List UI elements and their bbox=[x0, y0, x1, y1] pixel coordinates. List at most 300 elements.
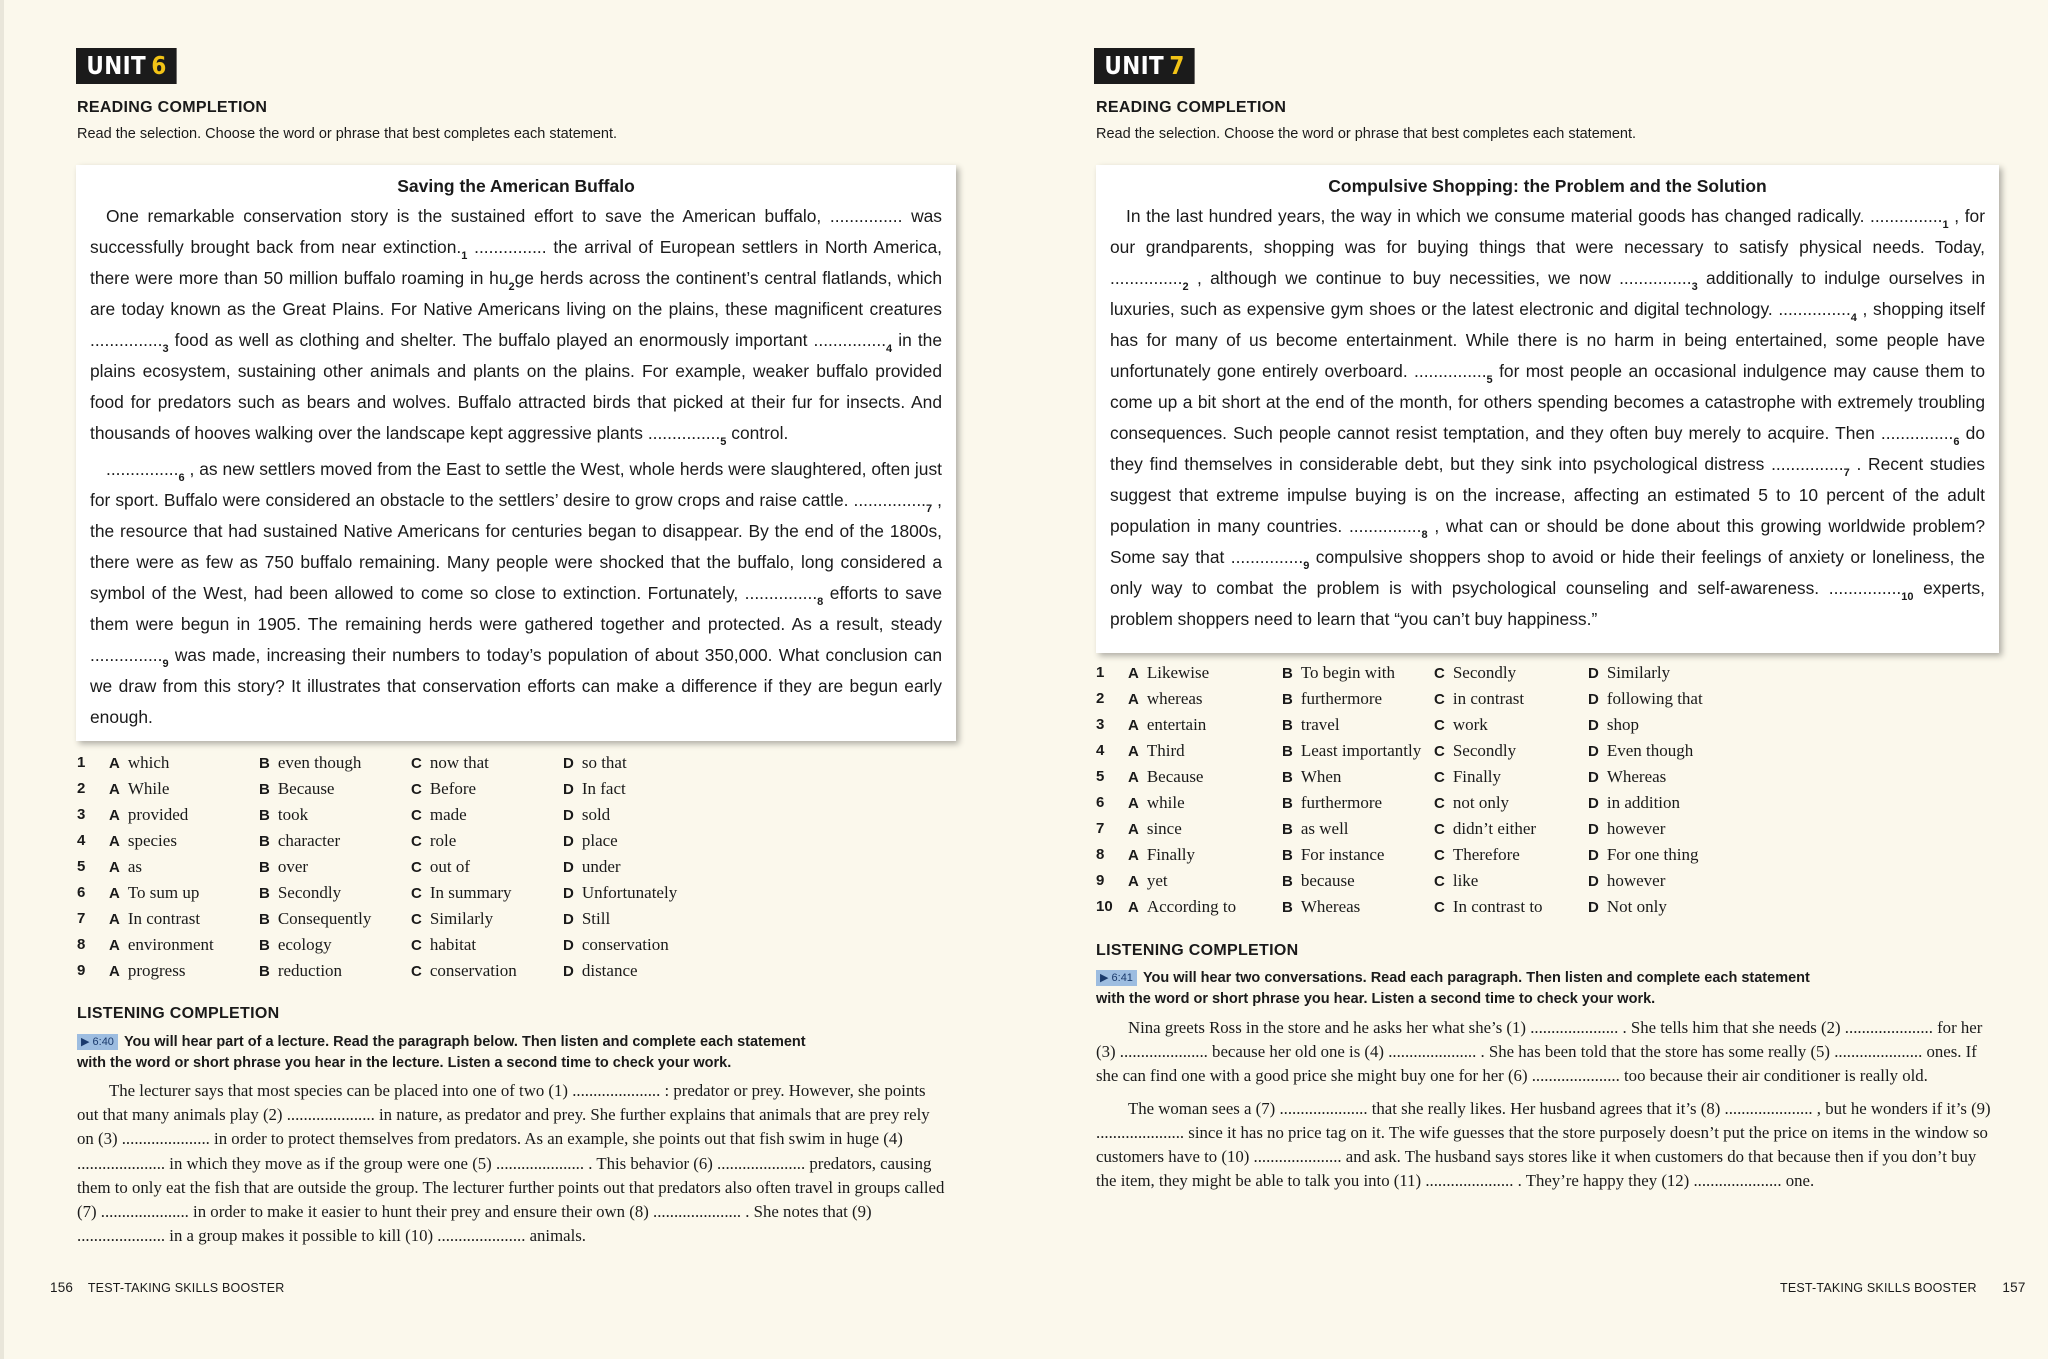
blank-number: 1 bbox=[461, 250, 468, 262]
option-c[interactable] bbox=[1434, 842, 1520, 869]
option-letter: D bbox=[1588, 665, 1599, 682]
option-letter: C bbox=[1434, 847, 1445, 864]
option-text: Unfortunately bbox=[581, 883, 678, 902]
passage-text: experts, problem shoppers need to learn that “you can’t buy happiness.” bbox=[1110, 578, 1985, 629]
option-letter: B bbox=[259, 781, 270, 798]
option-letter: A bbox=[109, 755, 120, 772]
option-d[interactable] bbox=[563, 802, 610, 829]
option-a[interactable] bbox=[1128, 660, 1209, 687]
question-number: 3 bbox=[77, 806, 86, 823]
passage-text: food as well as clothing and shelter. The buffalo played an enormously important ............... bbox=[168, 330, 887, 350]
blank-number: 3 bbox=[1691, 281, 1698, 293]
option-text: reduction bbox=[277, 961, 343, 980]
option-letter: C bbox=[411, 833, 422, 850]
option-row bbox=[77, 776, 717, 802]
option-row bbox=[1096, 790, 1736, 816]
option-letter: A bbox=[109, 937, 120, 954]
blank-number: 6 bbox=[1953, 436, 1960, 448]
option-letter: C bbox=[411, 911, 422, 928]
option-text: over bbox=[277, 857, 309, 876]
option-d[interactable] bbox=[1588, 712, 1639, 739]
passage-text: in the plains ecosystem, sustaining other animals and plants on the plains. For example, weaker buffalo provided food for predators such as bears and wolves. Buffalo attracted birds that picked at their fur for insects. And thousands of hooves walking over the landscape kept aggressive plants ............... bbox=[90, 330, 943, 443]
option-c[interactable] bbox=[1434, 738, 1516, 765]
option-letter: A bbox=[1128, 873, 1139, 890]
passage-text: , shopping itself has for many of us become entertainment. While there is no harm in being entertained, some people have unfortunately gone entirely overboard. ............... bbox=[1110, 299, 1985, 381]
option-c[interactable] bbox=[411, 828, 456, 855]
option-c[interactable] bbox=[1434, 816, 1536, 843]
option-b[interactable] bbox=[259, 906, 371, 933]
option-letter: A bbox=[109, 807, 120, 824]
page-number: 157 bbox=[2002, 1280, 2026, 1295]
option-text: work bbox=[1452, 715, 1488, 734]
option-d[interactable] bbox=[563, 854, 621, 881]
option-text: While bbox=[127, 779, 170, 798]
option-letter: C bbox=[1434, 769, 1445, 786]
option-c[interactable] bbox=[1434, 764, 1501, 791]
option-text: yet bbox=[1146, 871, 1168, 890]
option-text: took bbox=[277, 805, 309, 824]
passage-text: ge herds across the continent’s central flatlands, which are today known as the Great Plains. For Native Americans living on the plains, these magnificent creatures ............... bbox=[90, 268, 943, 350]
option-text: while bbox=[1146, 793, 1185, 812]
option-text: conservation bbox=[429, 961, 517, 980]
passage-text: One remarkable conservation story is the sustained effort to save the American buffalo, ............... was successfully brought back from near extinction. bbox=[90, 206, 942, 257]
option-letter: D bbox=[1588, 691, 1599, 708]
option-c[interactable] bbox=[1434, 894, 1543, 921]
option-letter: A bbox=[109, 885, 120, 902]
option-d[interactable] bbox=[563, 958, 638, 985]
option-c[interactable] bbox=[1434, 868, 1478, 895]
option-letter: B bbox=[259, 807, 270, 824]
option-letter: D bbox=[1588, 743, 1599, 760]
option-text: Before bbox=[429, 779, 477, 798]
option-d[interactable] bbox=[1588, 816, 1665, 843]
option-letter: C bbox=[411, 807, 422, 824]
option-a[interactable] bbox=[1128, 790, 1185, 817]
option-letter: C bbox=[1434, 873, 1445, 890]
option-letter: B bbox=[1282, 847, 1293, 864]
option-b[interactable] bbox=[1282, 660, 1395, 687]
option-letter: B bbox=[1282, 665, 1293, 682]
option-text: To sum up bbox=[127, 883, 200, 902]
option-text: even though bbox=[277, 753, 362, 772]
option-letter: C bbox=[1434, 691, 1445, 708]
option-row bbox=[1096, 816, 1736, 842]
audio-track-button[interactable]: ▶ 6:41 bbox=[1096, 970, 1137, 986]
option-text: Similarly bbox=[1606, 663, 1671, 682]
option-letter: B bbox=[1282, 717, 1293, 734]
answer-options bbox=[77, 750, 717, 984]
option-b[interactable] bbox=[259, 802, 308, 829]
question-number: 6 bbox=[1096, 794, 1105, 811]
option-letter: D bbox=[563, 937, 574, 954]
option-row bbox=[1096, 738, 1736, 764]
passage-text: do they find themselves in considerable debt, but they sink into psychological distress ............... bbox=[1110, 423, 1985, 474]
question-number: 2 bbox=[1096, 690, 1105, 707]
passage-card bbox=[76, 165, 956, 741]
option-a[interactable] bbox=[109, 776, 169, 803]
option-letter: D bbox=[1588, 899, 1599, 916]
option-a[interactable] bbox=[109, 932, 214, 959]
passage-text: , the resource that had sustained Native Americans for centuries began to disappear. By the end of the 1800s, there were as few as 750 buffalo remaining. Many people were shocked that the buffalo, long considered a symbol of the West, had been allowed to come so close to extinction. Fortunately, ............... bbox=[90, 490, 942, 603]
option-letter: C bbox=[411, 755, 422, 772]
option-text: out of bbox=[429, 857, 470, 876]
option-letter: D bbox=[563, 833, 574, 850]
option-row bbox=[77, 854, 717, 880]
option-c[interactable] bbox=[411, 906, 493, 933]
passage-text: additionally to indulge ourselves in luxuries, such as expensive gym shoes or the latest electronic and digital technology. ............... bbox=[1110, 268, 1985, 319]
option-text: In contrast to bbox=[1452, 897, 1543, 916]
option-letter: C bbox=[1434, 743, 1445, 760]
option-b[interactable] bbox=[259, 854, 308, 881]
reading-instructions: Read the selection. Choose the word or phrase that best completes each statement. bbox=[1096, 126, 1637, 142]
option-text: Secondly bbox=[1452, 663, 1517, 682]
option-text: To begin with bbox=[1300, 663, 1396, 682]
unit-number: 6 bbox=[151, 51, 167, 80]
option-letter: A bbox=[1128, 769, 1139, 786]
option-c[interactable] bbox=[411, 958, 517, 985]
question-number: 1 bbox=[77, 754, 86, 771]
option-text: Because bbox=[1146, 767, 1204, 786]
option-letter: D bbox=[1588, 821, 1599, 838]
option-c[interactable] bbox=[411, 880, 512, 907]
page-footer bbox=[50, 1280, 285, 1295]
listening-paragraph: The lecturer says that most species can be placed into one of two (1) ..................... : predator or prey. However, she points out that many animals play (2) ..................... in nature, as predator and prey. She further explains that animals that are prey rely on (3) ..................... in order to protect themselves from predators. As an example, she points out that fish swim in huge (4) ..................... in which they move as if the group were one (5) ..................... . This behavior (6) ..................... predators, causing them to only eat the fish that are outside the group. The lecturer further points out that predators also often travel in groups called (7) ..................... in order to make it easier to hunt their prey and ensure their own (8) ..................... . She notes that (9) ..................... in a group makes it possible to kill (10) ..................... animals. bbox=[77, 1081, 945, 1246]
option-text: however bbox=[1606, 819, 1666, 838]
passage-text: , as new settlers moved from the East to settle the West, whole herds were slaughtered, often just for sport. Buffalo were considered an obstacle to the settlers’ desire to grow crops and raise cattle. ............... bbox=[90, 459, 942, 510]
option-a[interactable] bbox=[109, 906, 200, 933]
passage-title: Saving the American Buffalo bbox=[397, 176, 635, 196]
option-c[interactable] bbox=[1434, 660, 1516, 687]
option-text: Not only bbox=[1606, 897, 1667, 916]
option-text: In contrast bbox=[127, 909, 201, 928]
blank-number: 7 bbox=[1843, 467, 1850, 479]
option-d[interactable] bbox=[1588, 842, 1698, 869]
instructions-line-2: with the word or short phrase you hear. Listen a second time to check your work. bbox=[1096, 991, 1656, 1007]
question-number: 4 bbox=[1096, 742, 1105, 759]
option-letter: C bbox=[411, 937, 422, 954]
option-b[interactable] bbox=[1282, 868, 1355, 895]
option-a[interactable] bbox=[1128, 842, 1195, 869]
option-b[interactable] bbox=[1282, 712, 1340, 739]
option-letter: D bbox=[563, 885, 574, 902]
option-letter: C bbox=[411, 963, 422, 980]
option-text: which bbox=[127, 753, 170, 772]
blank-number: 4 bbox=[1850, 312, 1857, 324]
option-text: made bbox=[429, 805, 467, 824]
option-b[interactable] bbox=[259, 932, 332, 959]
option-text: In summary bbox=[429, 883, 512, 902]
option-d[interactable] bbox=[563, 880, 677, 907]
option-a[interactable] bbox=[109, 828, 177, 855]
option-letter: C bbox=[1434, 821, 1445, 838]
option-row bbox=[77, 958, 717, 984]
option-letter: B bbox=[259, 755, 270, 772]
option-text: however bbox=[1606, 871, 1666, 890]
option-d[interactable] bbox=[563, 750, 627, 777]
passage-text: for most people an occasional indulgence may cause them to come up a bit short at the end of the month, for others spending becomes a catastrophe with extremely troubling consequences. Such people cannot resist temptation, and they often buy merely to acquire. Then ............... bbox=[1110, 361, 1985, 443]
option-c[interactable] bbox=[411, 776, 476, 803]
passage-text: , although we continue to buy necessities, we now ............... bbox=[1188, 268, 1692, 288]
option-letter: B bbox=[1282, 743, 1293, 760]
option-row bbox=[1096, 660, 1736, 686]
option-letter: A bbox=[109, 859, 120, 876]
option-text: conservation bbox=[581, 935, 669, 954]
option-b[interactable] bbox=[259, 880, 341, 907]
option-text: Therefore bbox=[1452, 845, 1520, 864]
option-d[interactable] bbox=[563, 932, 669, 959]
option-letter: A bbox=[1128, 847, 1139, 864]
option-b[interactable] bbox=[1282, 894, 1360, 921]
passage-paragraph bbox=[90, 454, 942, 733]
option-letter: A bbox=[109, 911, 120, 928]
option-letter: C bbox=[411, 885, 422, 902]
blank-number: 8 bbox=[817, 596, 824, 608]
option-a[interactable] bbox=[1128, 868, 1168, 895]
audio-track-button[interactable]: ▶ 6:40 bbox=[77, 1034, 118, 1050]
option-text: When bbox=[1300, 767, 1342, 786]
blank-number: 1 bbox=[1942, 219, 1949, 231]
passage-text: . Recent studies suggest that extreme impulse buying is on the increase, affecting an estimated 5 to 10 percent of the adult population in many countries. ............... bbox=[1110, 454, 1986, 536]
option-d[interactable] bbox=[563, 776, 626, 803]
option-a[interactable] bbox=[1128, 686, 1203, 713]
option-letter: B bbox=[1282, 769, 1293, 786]
option-a[interactable] bbox=[1128, 738, 1185, 765]
option-b[interactable] bbox=[1282, 790, 1382, 817]
option-d[interactable] bbox=[1588, 894, 1667, 921]
option-c[interactable] bbox=[411, 750, 489, 777]
reading-completion-title: READING COMPLETION bbox=[77, 99, 268, 116]
option-text: furthermore bbox=[1300, 689, 1383, 708]
unit-badge bbox=[1094, 48, 1195, 84]
question-number: 2 bbox=[77, 780, 86, 797]
option-b[interactable] bbox=[1282, 842, 1384, 869]
option-b[interactable] bbox=[259, 750, 361, 777]
option-letter: A bbox=[109, 963, 120, 980]
option-text: Finally bbox=[1452, 767, 1502, 786]
option-letter: A bbox=[1128, 795, 1139, 812]
option-letter: C bbox=[1434, 665, 1445, 682]
blank-number: 2 bbox=[1182, 281, 1189, 293]
passage-text: , what can or should be done about this growing worldwide problem? Some say that ............... bbox=[1110, 516, 1985, 567]
option-letter: A bbox=[1128, 821, 1139, 838]
option-text: place bbox=[581, 831, 618, 850]
option-letter: B bbox=[1282, 899, 1293, 916]
listening-paragraphs bbox=[77, 1079, 949, 1248]
option-text: as well bbox=[1300, 819, 1349, 838]
option-letter: A bbox=[1128, 899, 1139, 916]
option-text: environment bbox=[127, 935, 214, 954]
option-d[interactable] bbox=[1588, 790, 1680, 817]
option-text: following that bbox=[1606, 689, 1703, 708]
option-text: For one thing bbox=[1606, 845, 1699, 864]
option-text: whereas bbox=[1146, 689, 1203, 708]
option-c[interactable] bbox=[411, 802, 467, 829]
option-text: Third bbox=[1146, 741, 1185, 760]
question-number: 8 bbox=[1096, 846, 1105, 863]
listening-paragraph: The woman sees a (7) ..................... that she really likes. Her husband agrees that it’s (8) ..................... , but he wonders if it’s (9) ..................... since it has no price tag on it. The wife guesses that the store purposely doesn’t put the price on items in the window so customers have to (10) ..................... and ask. The husband says stores like it when customers do that because then if you don’t buy the item, they might be able to talk you into (11) ..................... . They’re happy they (12) ..................... one. bbox=[1096, 1098, 1991, 1191]
blank-number: 6 bbox=[178, 472, 185, 484]
option-b[interactable] bbox=[1282, 764, 1341, 791]
listening-paragraphs bbox=[1096, 1016, 1996, 1193]
blank-number: 10 bbox=[1901, 591, 1914, 603]
blank-number: 7 bbox=[925, 503, 933, 515]
option-letter: A bbox=[109, 781, 120, 798]
option-a[interactable] bbox=[1128, 816, 1182, 843]
option-c[interactable] bbox=[1434, 712, 1488, 739]
option-letter: B bbox=[1282, 873, 1293, 890]
option-letter: D bbox=[1588, 769, 1599, 786]
option-c[interactable] bbox=[411, 854, 470, 881]
option-text: furthermore bbox=[1300, 793, 1383, 812]
option-b[interactable] bbox=[259, 776, 334, 803]
option-letter: C bbox=[411, 859, 422, 876]
option-text: Secondly bbox=[1452, 741, 1517, 760]
option-b[interactable] bbox=[1282, 686, 1382, 713]
option-text: For instance bbox=[1300, 845, 1385, 864]
option-letter: D bbox=[563, 911, 574, 928]
option-text: ecology bbox=[277, 935, 332, 954]
option-a[interactable] bbox=[1128, 764, 1203, 791]
reading-instructions: Read the selection. Choose the word or phrase that best completes each statement. bbox=[77, 126, 618, 142]
option-letter: D bbox=[1588, 873, 1599, 890]
option-a[interactable] bbox=[109, 958, 185, 985]
listening-paragraph: Nina greets Ross in the store and he asks her what she’s (1) ..................... . She tells him that she needs (2) ..................... for her (3) ..................... because her old one is (4) ..................... . She has been told that the store has some really (5) ..................... ones. If she can find one with a good price she might buy one for her (6) ..................... too because their air conditioner is really old. bbox=[1096, 1018, 1983, 1086]
passage-text: , for our grandparents, shopping was for buying things that were necessary to satisfy physical needs. Today, ............... bbox=[1110, 206, 1985, 288]
option-text: Whereas bbox=[1300, 897, 1361, 916]
option-letter: C bbox=[1434, 899, 1445, 916]
page-number: 156 bbox=[50, 1280, 74, 1295]
option-b[interactable] bbox=[1282, 738, 1421, 765]
option-b[interactable] bbox=[1282, 816, 1349, 843]
question-number: 3 bbox=[1096, 716, 1105, 733]
option-letter: B bbox=[259, 859, 270, 876]
question-number: 10 bbox=[1096, 898, 1113, 915]
option-text: didn’t either bbox=[1452, 819, 1537, 838]
option-letter: D bbox=[563, 963, 574, 980]
option-a[interactable] bbox=[109, 802, 188, 829]
option-a[interactable] bbox=[109, 880, 199, 907]
option-text: distance bbox=[581, 961, 638, 980]
question-number: 7 bbox=[77, 910, 86, 927]
option-text: Likewise bbox=[1146, 663, 1210, 682]
unit-number: 7 bbox=[1169, 51, 1185, 80]
option-c[interactable] bbox=[1434, 686, 1524, 713]
blank-number: 9 bbox=[1303, 560, 1310, 572]
option-letter: A bbox=[109, 833, 120, 850]
option-letter: B bbox=[259, 937, 270, 954]
option-text: character bbox=[277, 831, 341, 850]
option-d[interactable] bbox=[1588, 764, 1666, 791]
option-d[interactable] bbox=[1588, 686, 1703, 713]
option-a[interactable] bbox=[109, 854, 142, 881]
question-number: 8 bbox=[77, 936, 86, 953]
option-letter: A bbox=[1128, 691, 1139, 708]
option-d[interactable] bbox=[1588, 868, 1665, 895]
option-text: in contrast bbox=[1452, 689, 1525, 708]
option-letter: B bbox=[1282, 691, 1293, 708]
unit-badge bbox=[76, 48, 177, 84]
option-row bbox=[77, 828, 717, 854]
option-text: because bbox=[1300, 871, 1355, 890]
footer-title: TEST-TAKING SKILLS BOOSTER bbox=[87, 1281, 285, 1295]
option-text: entertain bbox=[1146, 715, 1207, 734]
passage-text: control. bbox=[726, 423, 789, 443]
option-text: species bbox=[127, 831, 177, 850]
option-d[interactable] bbox=[563, 828, 618, 855]
option-b[interactable] bbox=[259, 958, 342, 985]
option-row bbox=[1096, 894, 1736, 920]
option-text: since bbox=[1146, 819, 1182, 838]
option-c[interactable] bbox=[411, 932, 476, 959]
option-c[interactable] bbox=[1434, 790, 1509, 817]
option-row bbox=[77, 880, 717, 906]
question-number: 7 bbox=[1096, 820, 1105, 837]
option-text: as bbox=[127, 857, 143, 876]
option-letter: D bbox=[563, 807, 574, 824]
option-text: now that bbox=[429, 753, 489, 772]
instructions-line-1: You will hear part of a lecture. Read the paragraph below. Then listen and complete each statement bbox=[123, 1034, 806, 1050]
question-number: 9 bbox=[77, 962, 86, 979]
blank-number: 8 bbox=[1421, 529, 1428, 541]
option-text: progress bbox=[127, 961, 186, 980]
option-text: Whereas bbox=[1606, 767, 1667, 786]
option-letter: D bbox=[1588, 795, 1599, 812]
option-text: not only bbox=[1452, 793, 1510, 812]
option-letter: D bbox=[563, 755, 574, 772]
question-number: 9 bbox=[1096, 872, 1105, 889]
option-text: under bbox=[581, 857, 621, 876]
answer-options bbox=[1096, 660, 1736, 920]
blank-number: 9 bbox=[162, 658, 169, 670]
option-text: sold bbox=[581, 805, 611, 824]
page-footer bbox=[1780, 1280, 2026, 1295]
option-a[interactable] bbox=[109, 750, 169, 777]
option-row bbox=[77, 750, 717, 776]
option-row bbox=[1096, 842, 1736, 868]
option-letter: A bbox=[1128, 665, 1139, 682]
blank-number: 5 bbox=[720, 436, 727, 448]
option-text: role bbox=[429, 831, 457, 850]
option-letter: C bbox=[1434, 717, 1445, 734]
option-d[interactable] bbox=[1588, 660, 1670, 687]
option-text: habitat bbox=[429, 935, 477, 954]
option-a[interactable] bbox=[1128, 712, 1206, 739]
option-d[interactable] bbox=[563, 906, 610, 933]
blank-number: 4 bbox=[886, 343, 893, 355]
option-text: Consequently bbox=[277, 909, 372, 928]
option-letter: D bbox=[1588, 847, 1599, 864]
option-letter: B bbox=[259, 963, 270, 980]
option-b[interactable] bbox=[259, 828, 340, 855]
option-text: so that bbox=[581, 753, 627, 772]
passage-text: efforts to save them were begun in 1905. The remaining herds were gathered together and protected. As a result, steady ............... bbox=[90, 583, 942, 665]
option-letter: D bbox=[563, 781, 574, 798]
option-letter: B bbox=[1282, 795, 1293, 812]
passage-text: In the last hundred years, the way in which we consume material goods has changed radically. ............... bbox=[1126, 206, 1943, 226]
option-a[interactable] bbox=[1128, 894, 1236, 921]
option-text: Finally bbox=[1146, 845, 1196, 864]
option-text: Because bbox=[277, 779, 335, 798]
option-d[interactable] bbox=[1588, 738, 1693, 765]
option-text: in addition bbox=[1606, 793, 1681, 812]
passage-text: compulsive shoppers shop to avoid or hide their feelings of anxiety or loneliness, the only way to combat the problem is with psychological counseling and self-awareness. ............... bbox=[1110, 547, 1985, 598]
option-text: provided bbox=[127, 805, 189, 824]
option-text: Secondly bbox=[277, 883, 342, 902]
option-text: Still bbox=[581, 909, 611, 928]
listening-completion-title: LISTENING COMPLETION bbox=[77, 1005, 280, 1022]
option-letter: B bbox=[259, 885, 270, 902]
passage-text: ............... the arrival of European settlers in North America, there were more than 50 million buffalo roaming in hu bbox=[90, 237, 942, 288]
